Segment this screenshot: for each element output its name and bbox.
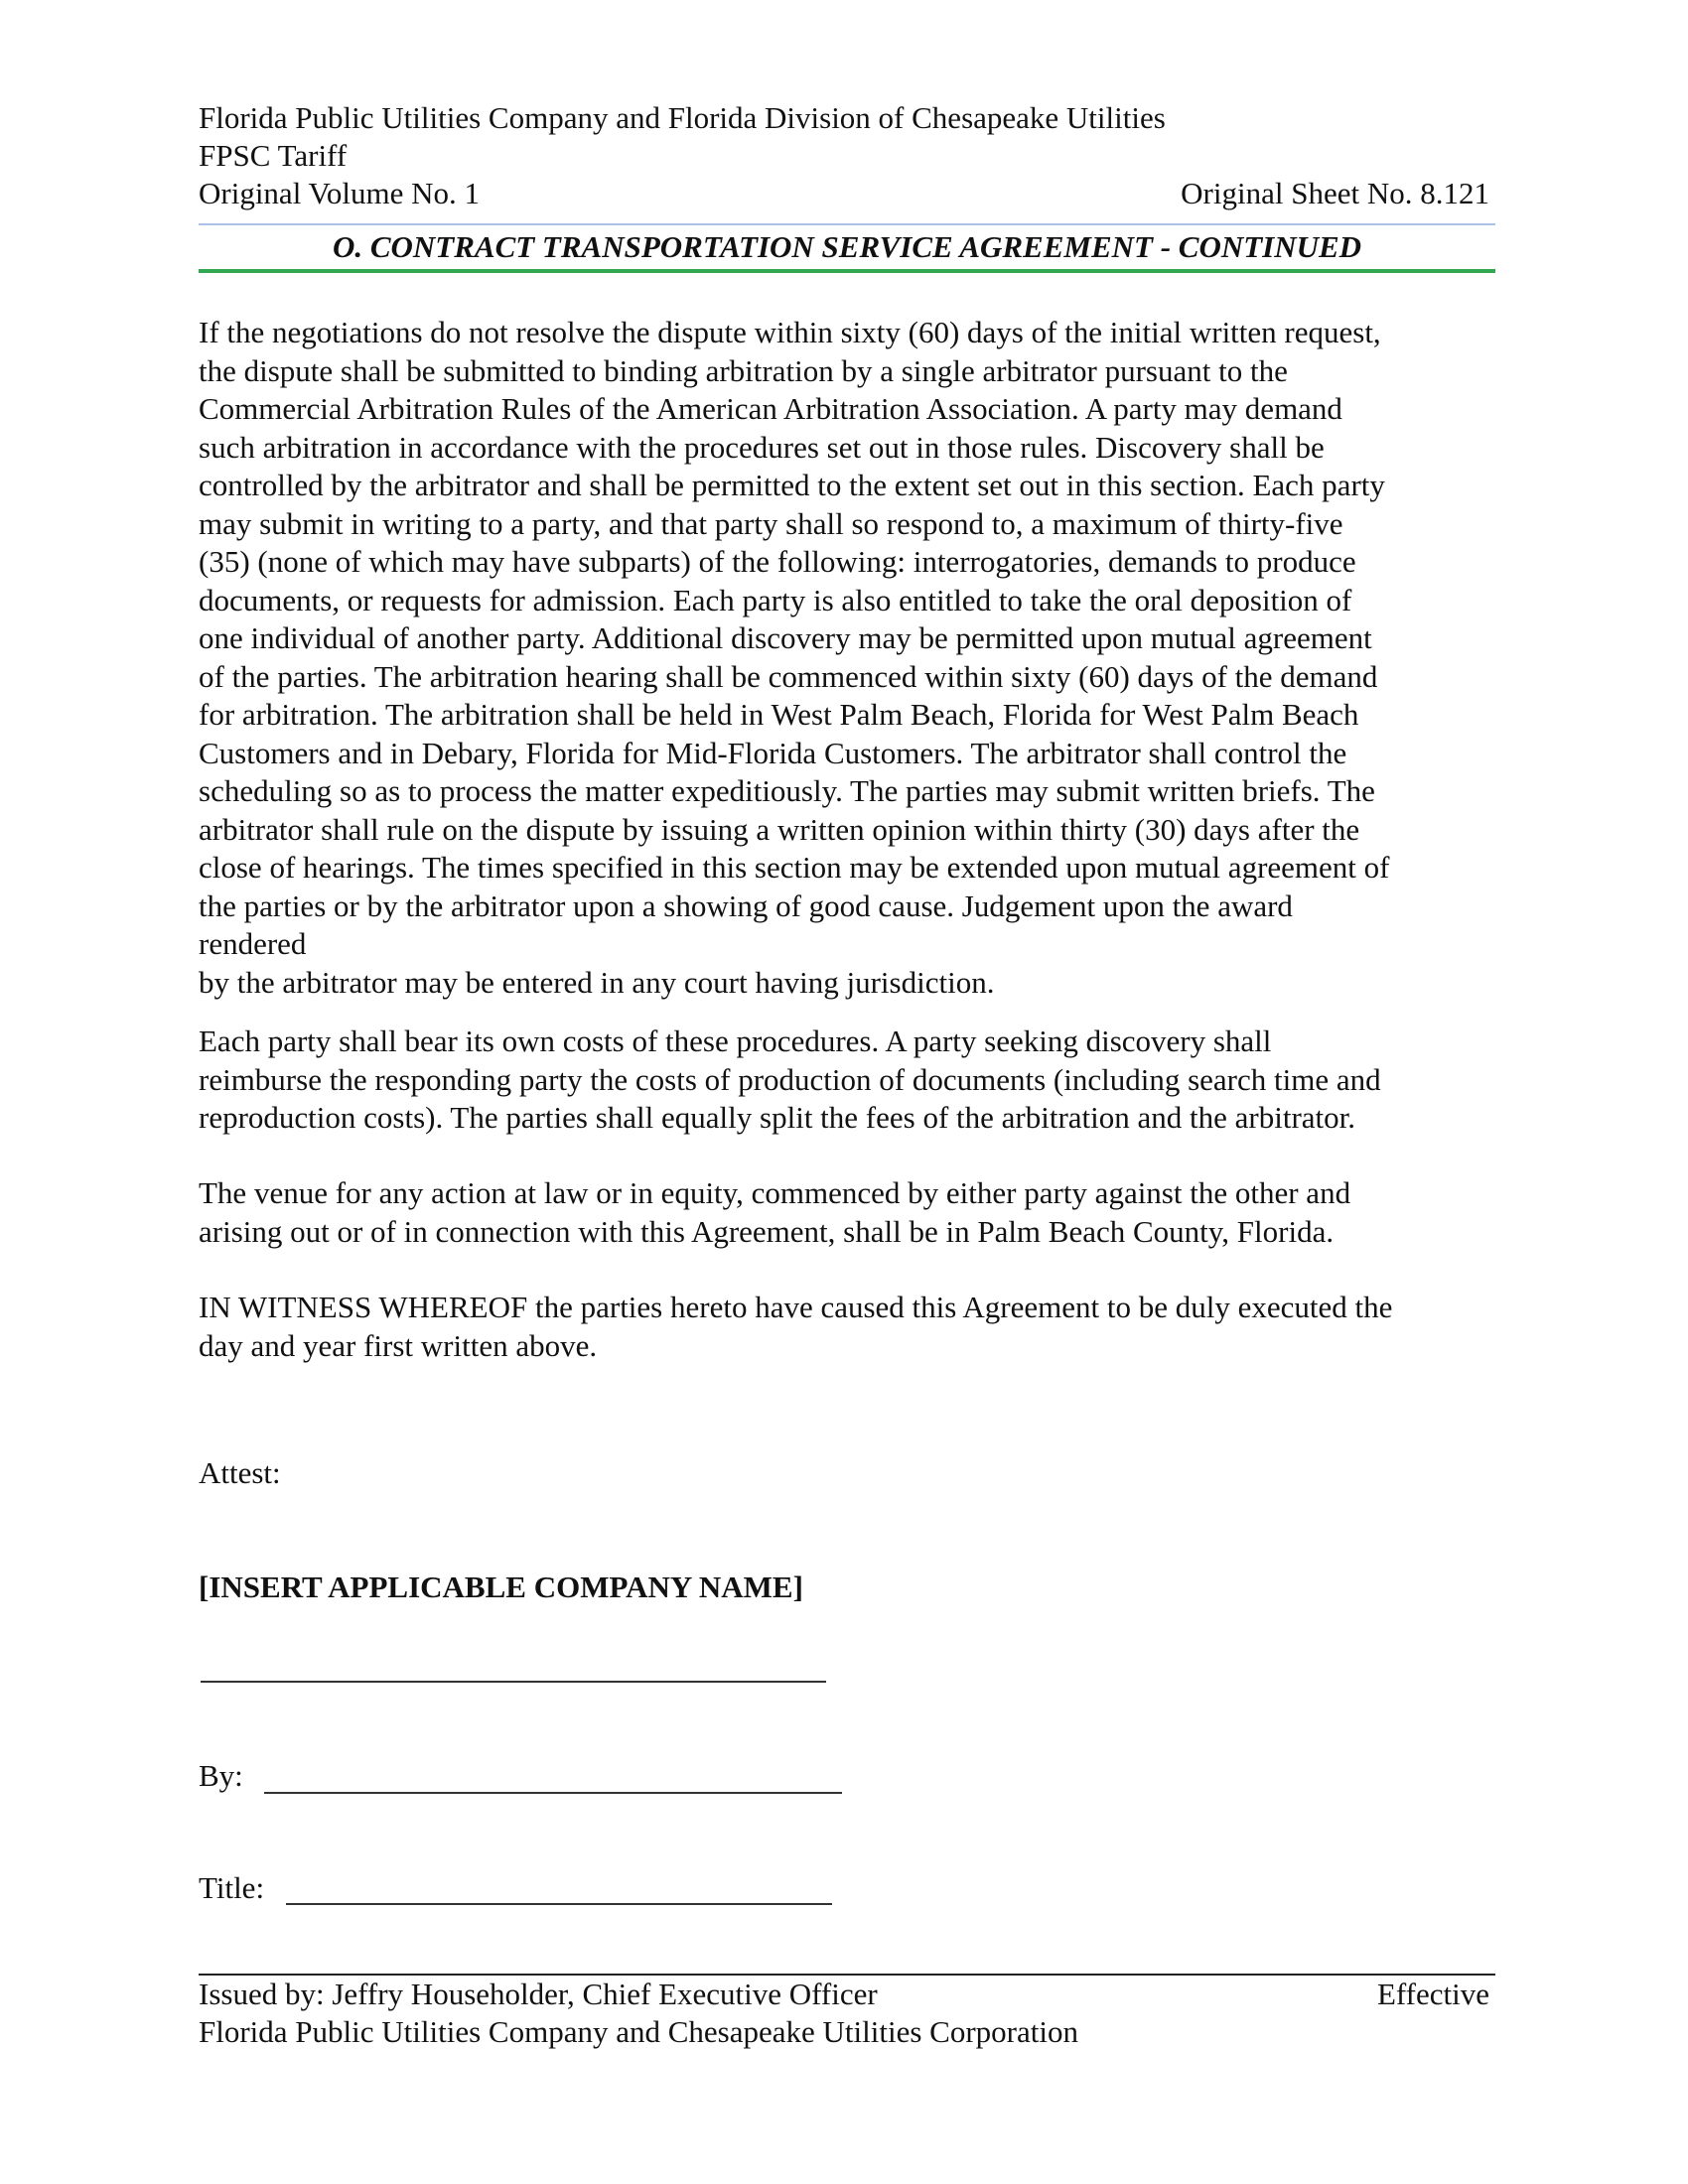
paragraph-venue <box>199 1174 1499 1251</box>
tariff-page <box>199 0 1489 2184</box>
text-line: one individual of another party. Additional discovery may be permitted upon mutual agreement <box>199 620 1372 655</box>
text-line: Customers and in Debary, Florida for Mid-Florida Customers. The arbitrator shall control the <box>199 735 1347 770</box>
by-signature-line <box>264 1792 842 1794</box>
header-volume: Original Volume No. 1 <box>199 176 481 210</box>
by-label: By: <box>199 1758 243 1793</box>
text-line: reproduction costs). The parties shall equally split the fees of the arbitration and the arbitrator. <box>199 1100 1356 1135</box>
paragraph-costs <box>199 1023 1499 1138</box>
text-line: arbitrator shall rule on the dispute by issuing a written opinion within thirty (30) days after the <box>199 811 1360 847</box>
text-line: documents, or requests for admission. Each party is also entitled to take the oral deposition of <box>199 582 1352 617</box>
attest-label: Attest: <box>199 1455 281 1490</box>
footer-issued-by: Issued by: Jeffry Householder, Chief Executive Officer <box>199 1977 878 2011</box>
text-line: controlled by the arbitrator and shall be permitted to the extent set out in this section. Each party <box>199 468 1385 502</box>
header-sheet-number: Original Sheet No. 8.121 <box>1181 176 1489 210</box>
text-line: for arbitration. The arbitration shall be held in West Palm Beach, Florida for West Palm Beach <box>199 697 1359 732</box>
text-line: The venue for any action at law or in equity, commenced by either party against the other and <box>199 1175 1351 1210</box>
text-line: IN WITNESS WHEREOF the parties hereto have caused this Agreement to be duly executed the <box>199 1290 1393 1324</box>
text-line: such arbitration in accordance with the procedures set out in those rules. Discovery shall be <box>199 429 1325 465</box>
footer-effective: Effective <box>1376 1977 1489 2011</box>
text-line: (35) (none of which may have subparts) of the following: interrogatories, demands to produce <box>199 544 1356 579</box>
text-line: Commercial Arbitration Rules of the American Arbitration Association. A party may demand <box>199 391 1342 426</box>
company-signature-line <box>201 1681 826 1683</box>
title-signature-line <box>286 1903 832 1905</box>
company-name-placeholder: [INSERT APPLICABLE COMPANY NAME] <box>199 1570 803 1604</box>
header-divider <box>199 223 1495 225</box>
paragraph-witness <box>199 1289 1499 1365</box>
title-label: Title: <box>199 1870 265 1905</box>
footer-company-line: Florida Public Utilities Company and Chesapeake Utilities Corporation <box>199 2014 1078 2049</box>
text-line: Each party shall bear its own costs of these procedures. A party seeking discovery shall <box>199 1024 1272 1058</box>
text-line: scheduling so as to process the matter expeditiously. The parties may submit written briefs. The <box>199 773 1375 808</box>
text-line: reimburse the responding party the costs of production of documents (including search time and <box>199 1061 1381 1097</box>
section-title-divider <box>199 269 1495 273</box>
header-company-line: Florida Public Utilities Company and Florida Division of Chesapeake Utilities <box>199 100 1166 135</box>
header-tariff-line: FPSC Tariff <box>199 138 348 173</box>
text-line: may submit in writing to a party, and that party shall so respond to, a maximum of thirty-five <box>199 505 1343 541</box>
section-title: O. CONTRACT TRANSPORTATION SERVICE AGREEMENT - CONTINUED <box>332 229 1362 264</box>
text-line: close of hearings. The times specified in this section may be extended upon mutual agreement of <box>199 850 1390 885</box>
text-line: the parties or by the arbitrator upon a showing of good cause. Judgement upon the award <box>199 887 1293 923</box>
paragraph-arbitration <box>199 314 1499 1002</box>
text-line: arising out or of in connection with this Agreement, shall be in Palm Beach County, Florida. <box>199 1213 1335 1249</box>
text-line: day and year first written above. <box>199 1327 598 1363</box>
text-line: of the parties. The arbitration hearing shall be commenced within sixty (60) days of the demand <box>199 658 1378 694</box>
text-line: the dispute shall be submitted to binding arbitration by a single arbitrator pursuant to the <box>199 352 1288 388</box>
text-line: by the arbitrator may be entered in any court having jurisdiction. <box>199 964 995 1000</box>
text-line: rendered <box>199 926 307 961</box>
text-line: If the negotiations do not resolve the dispute within sixty (60) days of the initial written request, <box>199 315 1381 349</box>
